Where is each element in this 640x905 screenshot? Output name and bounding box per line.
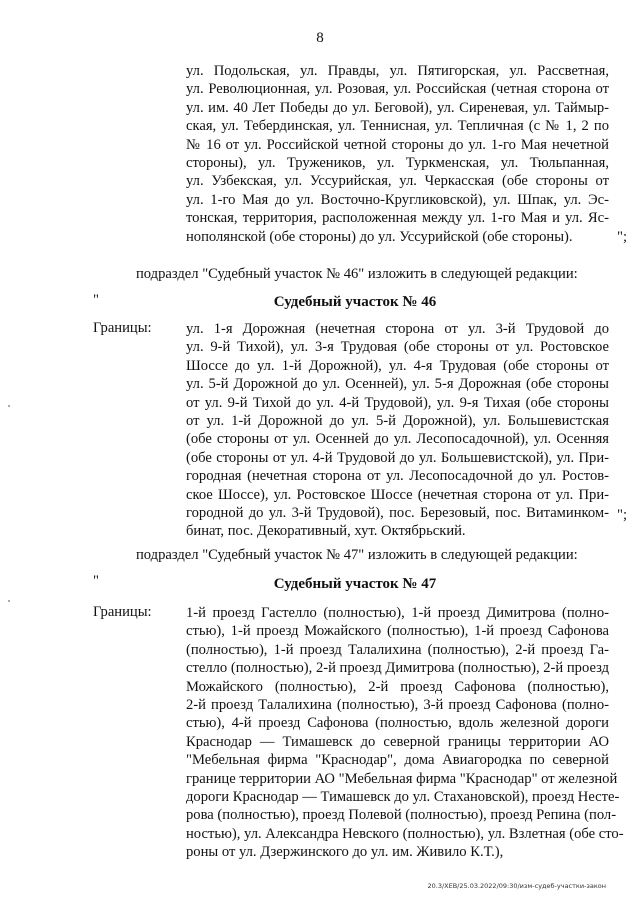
text-line: (обе стороны от ул. 4-й Трудовой до ул. Большевистской), ул. При- (186, 449, 609, 466)
section-47-label: Границы: (93, 604, 152, 620)
text-line: (обе стороны от ул. Осенней до ул. Лесопосадочной), ул. Осенняя (186, 431, 609, 448)
text-line: "Мебельная фирма "Краснодар", дома Авиагородка по северной (186, 752, 609, 769)
text-line: Краснодар — Тимашевск до северной границы территории АО (186, 733, 609, 750)
text-line: ул. им. 40 Лет Победы до ул. Беговой), ул. Сиреневая, ул. Таймыр- (186, 99, 609, 116)
text-line: городная (нечетная сторона от ул. Лесопосадочной до ул. Ростов- (186, 468, 609, 485)
text-line: Шоссе до ул. 1-й Дорожной), ул. 4-я Трудовая (обе стороны от (186, 357, 609, 374)
document-footer: 20.3/ХЕВ/25.03.2022/09:30/изм-судеб-участки-закон (427, 882, 606, 890)
text-line: стороны), ул. Тружеников, ул. Туркменская, ул. Тюльпанная, (186, 154, 609, 171)
text-line: № 16 от ул. Российской четной стороны до ул. 1-го Мая нечетной (186, 136, 609, 153)
text-line: 1-й проезд Гастелло (полностью), 1-й проезд Димитрова (полно- (186, 605, 609, 621)
closing-quote-1: "; (617, 229, 628, 245)
section-46-label: Границы: (93, 320, 152, 336)
text-line: от ул. 1-й Дорожной до ул. 5-й Дорожной), ул. Большевистская (186, 412, 609, 429)
margin-mark (8, 405, 10, 407)
text-line: роны от ул. Дзержинского до ул. им. Живило К.Т.), (186, 844, 504, 861)
text-line: 2-й проезд Талалихина (полностью), 3-й проезд Сафонова (полно- (186, 696, 609, 713)
text-line: ская, ул. Тебердинская, ул. Теннисная, ул. Тепличная (с № 1, 2 по (186, 118, 609, 135)
text-line: Можайского (полностью), 2-й проезд Сафонова (полностью), (186, 678, 609, 695)
text-line: ул. Революционная, ул. Розовая, ул. Российская (четная сторона от (186, 81, 609, 98)
text-line: границе территории АО "Мебельная фирма "Краснодар" от железной (186, 770, 618, 787)
text-line: ул. Узбекская, ул. Уссурийская, ул. Черкасская (обе стороны от (186, 173, 609, 190)
text-line: стью), 1-й проезд Можайского (полностью), 1-й проезд Сафонова (186, 623, 609, 640)
margin-mark (8, 600, 10, 602)
text-line: бинат, пос. Декоративный, хут. Октябрьский. (186, 523, 466, 540)
text-line: ул. 1-я Дорожная (нечетная сторона от ул. 3-й Трудовой до (186, 321, 609, 337)
text-line: ское Шоссе), ул. Ростовское Шоссе (нечетная сторона от ул. При- (186, 486, 609, 503)
text-line: от ул. 9-й Тихой до ул. 4-й Трудовой), ул. 9-я Тихая (обе стороны (186, 394, 609, 411)
section-47-heading: Судебный участок № 47 (273, 576, 437, 592)
text-line: городной до ул. 3-й Трудовой), пос. Березовый, пос. Витаминком- (186, 504, 609, 521)
section-47-intro: подраздел "Судебный участок № 47" изложить в следующей редакции: (136, 547, 578, 563)
text-line: ул. 1-го Мая до ул. Восточно-Кругликовской), ул. Шпак, ул. Эс- (186, 191, 609, 208)
page-number: 8 (316, 30, 324, 46)
text-line: дороги Краснодар — Тимашевск до ул. Стахановской), проезд Нестe- (186, 788, 620, 805)
text-line: ностью), ул. Александра Невского (полностью), ул. Взлетная (обе сто- (186, 825, 624, 842)
section-47-open-quote: " (93, 573, 99, 589)
section-46-open-quote: " (93, 292, 99, 308)
text-line: тонская, территория, расположенная между ул. 1-го Мая и ул. Яс- (186, 210, 609, 227)
section-47-boundaries (186, 604, 624, 861)
section-46-heading: Судебный участок № 46 (273, 294, 437, 310)
text-line: ул. Подольская, ул. Правды, ул. Пятигорская, ул. Рассветная, (186, 63, 609, 79)
closing-quote-46: "; (617, 507, 628, 523)
text-line: стью), 4-й проезд Сафонова (полностью, вдоль железной дороги (186, 715, 609, 732)
section-46-intro: подраздел "Судебный участок № 46" изложить в следующей редакции: (136, 266, 578, 282)
text-line: (полностью), 1-й проезд Талалихина (полностью), 2-й проезд Га- (186, 641, 609, 658)
text-line: ул. 9-й Тихой), ул. 3-я Трудовая (обе стороны от ул. Ростовское (186, 339, 609, 356)
text-line: ул. 5-й Дорожной до ул. Осенней), ул. 5-я Дорожная (обе стороны (186, 376, 609, 393)
text-line: нополянской (обе стороны) до ул. Уссурийской (обе стороны). (186, 228, 573, 245)
text-line: стелло (полностью), 2-й проезд Димитрова (полностью), 2-й проезд (186, 660, 610, 677)
section-46-boundaries (186, 320, 609, 541)
continuation-paragraph (186, 62, 609, 246)
text-line: рова (полностью), проезд Полевой (полностью), проезд Репина (пол- (186, 807, 617, 824)
